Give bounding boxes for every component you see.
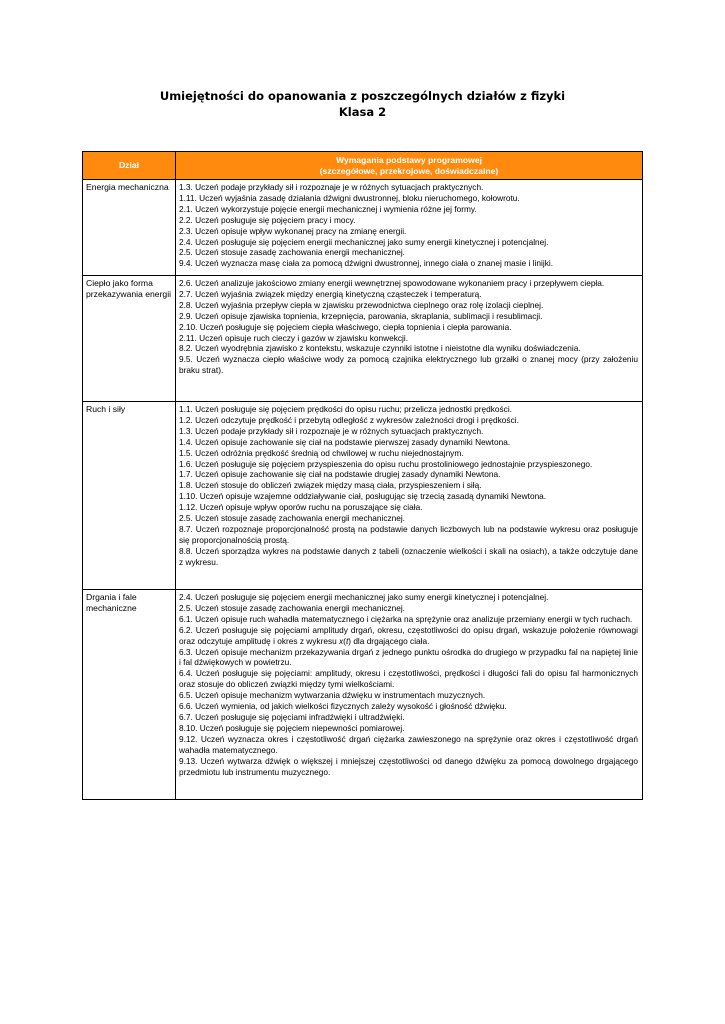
document-subtitle: Klasa 2 (338, 105, 387, 119)
requirements-cell (176, 590, 643, 800)
section-name: Energia mechaniczna (83, 180, 176, 276)
requirement-item: 1.7. Uczeń opisuje zachowanie się ciał na podstawie drugiej zasady dynamiki Newtona. (179, 469, 501, 480)
requirement-item: 8.10. Uczeń posługuje się pojęciem niepewności pomiarowej. (179, 722, 405, 733)
requirement-item: 1.4. Uczeń opisuje zachowanie się ciał na podstawie pierwszej zasady dynamiki Newtona. (179, 436, 511, 447)
requirement-item: 2.8. Uczeń wyjaśnia przepływ ciepła w zjawisku przewodnictwa cieplnego oraz rolę izolacji cieplnej. (179, 299, 544, 310)
requirement-item: 6.6. Uczeń wymienia, od jakich wielkości fizycznych zależy wysokość i głośność dźwięku. (179, 701, 507, 712)
requirement-item: 2.4. Uczeń posługuje się pojęciem energii mechanicznej jako sumy energii kinetycznej i potencjalnej. (179, 236, 549, 247)
requirement-item: 2.7. Uczeń wyjaśnia związek między energią kinetyczną cząsteczek i temperaturą. (179, 288, 482, 299)
requirement-item: 6.7. Uczeń posługuje się pojęciami infradźwięki i ultradźwięki. (179, 711, 405, 722)
requirement-item: 1.3. Uczeń podaje przykłady sił i rozpoznaje je w różnych sytuacjach praktycznych. (179, 182, 484, 192)
requirement-item: 2.5. Uczeń stosuje zasadę zachowania energii mechanicznej. (179, 602, 405, 613)
requirement-item: 8.7. Uczeń rozpoznaje proporcjonalność prostą na podstawie danych liczbowych lub na podstawie wykresu oraz posługuje się proporcjonalnością prostą. (179, 523, 638, 545)
requirement-item: 1.8. Uczeń stosuje do obliczeń związek między masą ciała, przyspieszeniem i siłą. (179, 480, 482, 491)
requirement-item: 1.2. Uczeń odczytuje prędkość i przebytą odległość z wykresów zależności drogi i prędkości. (179, 414, 519, 425)
requirement-item: 2.9. Uczeń opisuje zjawiska topnienia, krzepnięcia, parowania, skraplania, sublimacji i resublimacji. (179, 310, 543, 321)
requirement-item: 9.5. Uczeń wyznacza ciepło właściwe wody za pomocą czajnika elektrycznego lub grzałki o znanej mocy (przy założeniu braku strat). (179, 354, 638, 376)
header-section: Dział (83, 152, 176, 180)
requirement-item: 2.6. Uczeń analizuje jakościowo zmiany energii wewnętrznej spowodowane wykonaniem pracy i przepływem ciepła. (179, 278, 605, 288)
section-name: Ciepło jako forma przekazywania energii (83, 276, 176, 402)
requirement-item: 1.5. Uczeń odróżnia prędkość średnią od chwilowej w ruchu niejednostajnym. (179, 447, 464, 458)
requirement-item: 8.2. Uczeń wyodrębnia zjawisko z kontekstu, wskazuje czynniki istotne i nieistotne dla wyniku doświadczenia. (179, 343, 581, 354)
requirement-item: 6.4. Uczeń posługuje się pojęciami: amplitudy, okresu i częstotliwości, prędkości i długości fali do opisu fal harmonicznych oraz stosuje do obliczeń związki między tymi wielkościami. (179, 668, 638, 690)
header-requirements (176, 152, 643, 180)
requirement-item: 1.1. Uczeń posługuje się pojęciem prędkości do opisu ruchu; przelicza jednostki prędkości. (179, 404, 512, 414)
table-row (83, 590, 643, 800)
requirement-item: 1.10. Uczeń opisuje wzajemne oddziaływanie ciał, posługując się trzecią zasadą dynamiki Newtona. (179, 491, 547, 502)
requirement-item: 2.5. Uczeń stosuje zasadę zachowania energii mechanicznej. (179, 513, 405, 524)
document-title: Umiejętności do opanowania z poszczególnych działów z fizyki (159, 89, 566, 103)
requirement-item: 2.1. Uczeń wykorzystuje pojęcie energii mechanicznej i wymienia różne jej formy. (179, 203, 477, 214)
requirement-item: 6.3. Uczeń opisuje mechanizm przekazywania drgań z jednego punktu ośrodka do drugiego w przypadku fal na napiętej linie i fal dźwiękowych w powietrzu. (179, 646, 638, 668)
requirements-cell (176, 180, 643, 276)
header-requirements-line1: Wymagania podstawy programowej (336, 154, 482, 165)
requirement-item: 2.3. Uczeń opisuje wpływ wykonanej pracy na zmianę energii. (179, 225, 407, 236)
requirement-item: 6.5. Uczeń opisuje mechanizm wytwarzania dźwięku w instrumentach muzycznych. (179, 690, 486, 701)
requirement-item: 6.1. Uczeń opisuje ruch wahadła matematycznego i ciężarka na sprężynie oraz analizuje przemiany energii w tych ruchach. (179, 613, 633, 624)
header-requirements-line2: (szczegółowe, przekrojowe, doświadczalne) (319, 165, 499, 176)
section-name: Ruch i siły (83, 402, 176, 590)
requirements-table (82, 151, 643, 800)
requirement-item: 2.11. Uczeń opisuje ruch cieczy i gazów w zjawisku konwekcji. (179, 332, 409, 343)
requirement-item: 9.12. Uczeń wyznacza okres i częstotliwość drgań ciężarka zawieszonego na sprężynie oraz okres i częstotliwość drgań wahadła matematycznego. (179, 733, 638, 755)
table-row (83, 180, 643, 276)
requirement-item: 2.4. Uczeń posługuje się pojęciem energii mechanicznej jako sumy energii kinetycznej i potencjalnej. (179, 592, 549, 602)
requirement-item: 1.11. Uczeń wyjaśnia zasadę działania dźwigni dwustronnej, bloku nieruchomego, kołowrotu. (179, 192, 520, 203)
requirements-cell (176, 402, 643, 590)
section-name: Drgania i fale mechaniczne (83, 590, 176, 800)
table-header-row (83, 152, 643, 180)
requirement-item: 9.13. Uczeń wytwarza dźwięk o większej i mniejszej częstotliwości od danego dźwięku za pomocą dowolnego drgającego przedmiotu lub instrumentu muzycznego. (179, 755, 638, 777)
requirement-item: 2.2. Uczeń posługuje się pojęciem pracy i mocy. (179, 214, 356, 225)
requirement-item: 8.8. Uczeń sporządza wykres na podstawie danych z tabeli (oznaczenie wielkości i skali na osiach), a także odczytuje dane z wykresu. (179, 545, 638, 567)
requirement-item: 6.2. Uczeń posługuje się pojęciami amplitudy drgań, okresu, częstotliwości do opisu drgań, wskazuje położenie równowagi oraz odczytuje amplitudę i okres z wykresu x(t) dla drgającego ciała. (179, 624, 638, 646)
requirement-item: 1.12. Uczeń opisuje wpływ oporów ruchu na poruszające się ciała. (179, 502, 423, 513)
table-row (83, 276, 643, 402)
requirement-item: 2.5. Uczeń stosuje zasadę zachowania energii mechanicznej. (179, 247, 405, 258)
requirements-cell (176, 276, 643, 402)
table-row (83, 402, 643, 590)
requirement-item: 1.6. Uczeń posługuje się pojęciem przyspieszenia do opisu ruchu prostoliniowego jednostajnie przyspieszonego. (179, 458, 593, 469)
requirement-item: 9.4. Uczeń wyznacza masę ciała za pomocą dźwigni dwustronnej, innego ciała o znanej masie i linijki. (179, 258, 554, 269)
requirement-item: 2.10. Uczeń posługuje się pojęciem ciepła właściwego, ciepła topnienia i ciepła parowania. (179, 321, 512, 332)
requirement-item: 1.3. Uczeń podaje przykłady sił i rozpoznaje je w różnych sytuacjach praktycznych. (179, 425, 484, 436)
